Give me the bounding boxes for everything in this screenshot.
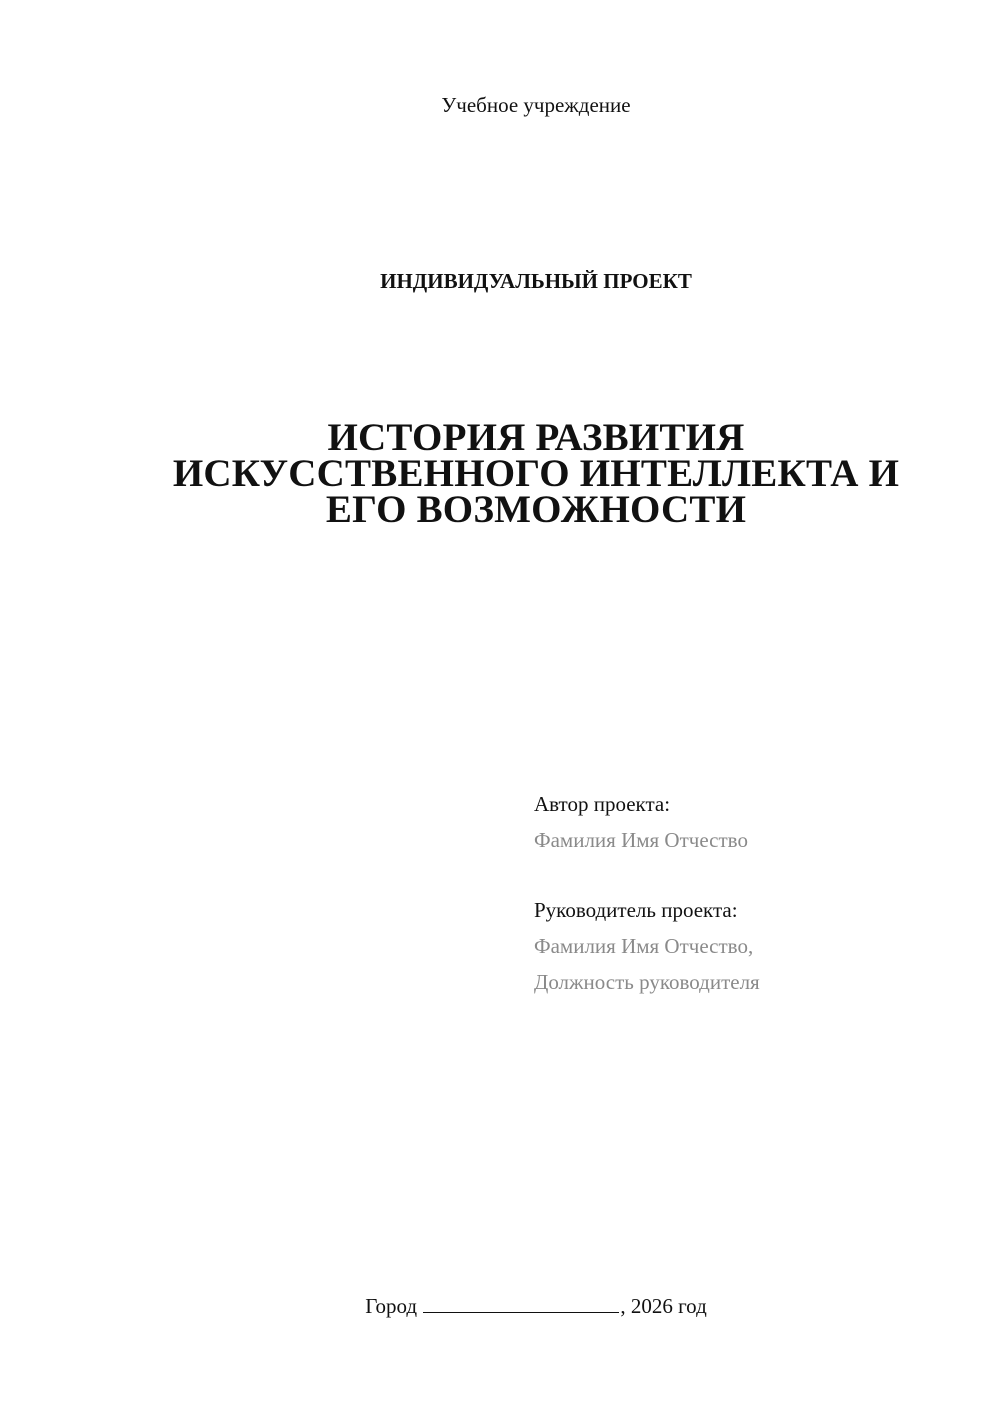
project-type-heading: ИНДИВИДУАЛЬНЫЙ ПРОЕКТ (380, 269, 692, 293)
supervisor-name: Фамилия Имя Отчество, (534, 934, 754, 958)
city-label: Город (365, 1294, 418, 1318)
author-name: Фамилия Имя Отчество (534, 828, 748, 852)
city-year-line (0, 1290, 1000, 1321)
supervisor-label: Руководитель проекта: (534, 898, 738, 922)
institution-name: Учебное учреждение (441, 93, 631, 117)
project-meta-block (534, 786, 964, 1000)
meta-spacer (534, 858, 964, 892)
author-label: Автор проекта: (534, 792, 671, 816)
city-blank-line (423, 1290, 619, 1313)
year-text: , 2026 год (620, 1294, 707, 1318)
supervisor-position: Должность руководителя (534, 970, 760, 994)
project-title-line-1: ИСТОРИЯ РАЗВИТИЯ (327, 416, 745, 459)
project-title-line-3: ЕГО ВОЗМОЖНОСТИ (325, 488, 747, 531)
project-title (0, 416, 1000, 531)
project-title-line-2: ИСКУССТВЕННОГО ИНТЕЛЛЕКТА И (172, 452, 900, 495)
